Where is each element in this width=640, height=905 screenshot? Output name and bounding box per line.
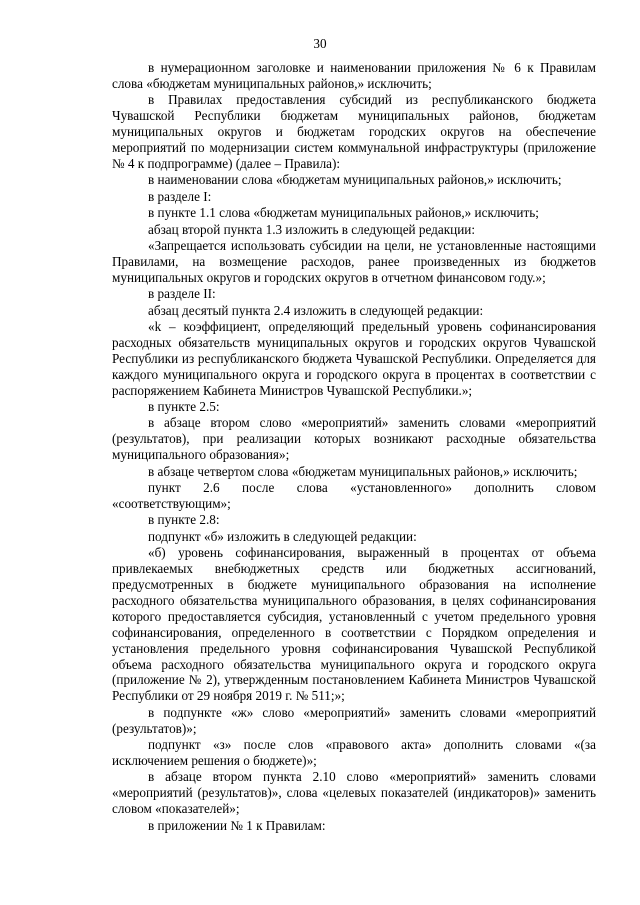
paragraph: в абзаце втором пункта 2.10 слово «мероприятий» заменить словами «мероприятий (результатов)», слова «целевых показателей (индикаторов)» заменить словом «показателей»;	[112, 769, 596, 817]
paragraph: «Запрещается использовать субсидии на цели, не установленные настоящими Правилами, на возмещение расходов, ранее произведенных из бюджетов муниципальных округов и городских округов в отчетном финансовом году.»;	[112, 237, 596, 285]
paragraph: в пункте 1.1 слова «бюджетам муниципальных районов,» исключить;	[148, 205, 539, 221]
paragraph: в абзаце четвертом слова «бюджетам муниципальных районов,» исключить;	[148, 463, 578, 479]
paragraph: в Правилах предоставления субсидий из республиканского бюджета Чувашской Республики бюджетам муниципальных районов, бюджетам муниципальных округов и бюджетам городских округов на обеспечение мероприятий по модернизации систем коммунальной инфраструктуры (приложение № 4 к подпрограмме) (далее – Правила):	[112, 92, 596, 171]
paragraph: «б) уровень софинансирования, выраженный в процентах от объема привлекаемых внебюджетных средств или бюджетных ассигнований, предусмотренных в бюджете муниципального образования на исполнение расходного обязательства муниципального образования, в целях софинансирования которого предоставляется субсидия, установленный с учетом предельного уровня софинансирования, определенного в соответствии с Порядком определения и установления предельного уровня софинансирования Чувашской Республикой объема расходного обязательства муниципального округа и городского округа (приложение № 2), утвержденным постановлением Кабинета Министров Чувашской Республики от 29 ноября 2019 г. № 511;»;	[112, 545, 596, 704]
paragraph: подпункт «з» после слов «правового акта» дополнить словами «(за исключением решения о бюджете)»;	[112, 737, 596, 768]
paragraph: в нумерационном заголовке и наименовании приложения № 6 к Правилам слова «бюджетам муниципальных районов,» исключить;	[112, 60, 596, 91]
paragraph: в пункте 2.5:	[148, 399, 220, 415]
paragraph: в разделе II:	[148, 286, 216, 302]
page-number: 30	[313, 36, 327, 51]
paragraph: в наименовании слова «бюджетам муниципальных районов,» исключить;	[148, 172, 562, 188]
document-body	[112, 60, 596, 834]
paragraph: абзац второй пункта 1.3 изложить в следующей редакции:	[148, 221, 475, 237]
paragraph: в абзаце втором слово «мероприятий» заменить словами «мероприятий (результатов), при реализации которых возникают расходные обязательства муниципального образования»;	[112, 415, 596, 463]
paragraph: пункт 2.6 после слова «установленного» дополнить словом «соответствующим»;	[112, 480, 596, 511]
paragraph: в разделе I:	[148, 188, 212, 204]
paragraph: подпункт «б» изложить в следующей редакции:	[148, 528, 417, 544]
paragraph: «k – коэффициент, определяющий предельный уровень софинансирования расходных обязательств муниципальных округов и городских округов Чувашской Республики из республиканского бюджета Чувашской Республики. Определяется для каждого муниципального округа и городского округа в процентах в соответствии с распоряжением Кабинета Министров Чувашской Республики.»;	[112, 319, 596, 398]
paragraph: в подпункте «ж» слово «мероприятий» заменить словами «мероприятий (результатов)»;	[112, 704, 596, 736]
paragraph: в приложении № 1 к Правилам:	[148, 817, 326, 833]
paragraph: в пункте 2.8:	[148, 512, 220, 528]
paragraph: абзац десятый пункта 2.4 изложить в следующей редакции:	[148, 302, 484, 318]
